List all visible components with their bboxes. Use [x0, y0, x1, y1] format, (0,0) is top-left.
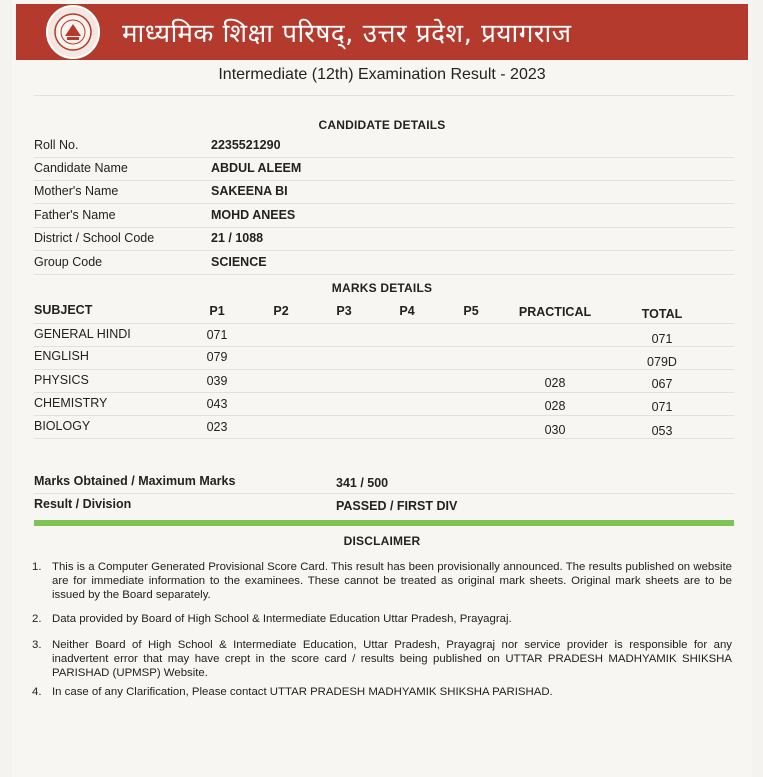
disclaimer-item	[32, 685, 732, 699]
disclaimer-number: 2.	[32, 613, 42, 625]
col-p5: P5	[463, 304, 479, 318]
total-mark: 067	[651, 377, 673, 391]
p1-mark: 079	[206, 350, 228, 364]
disclaimer-text: Data provided by Board of High School & Intermediate Education Uttar Pradesh, Prayagraj.	[52, 613, 512, 625]
field-value: MOHD ANEES	[211, 208, 296, 222]
divider	[34, 95, 734, 96]
marks-header-row	[34, 299, 734, 324]
field-value: 2235521290	[211, 138, 281, 152]
disclaimer-item	[32, 638, 732, 680]
table-row	[34, 370, 734, 393]
result-division-value: PASSED / FIRST DIV	[336, 499, 458, 513]
field-label: Candidate Name	[34, 161, 128, 175]
p1-mark: 071	[206, 328, 228, 342]
subject-name: ENGLISH	[34, 349, 89, 363]
result-sheet	[12, 0, 752, 777]
field-label: Group Code	[34, 255, 103, 269]
field-label: District / School Code	[34, 231, 155, 245]
total-mark: 079D	[647, 355, 677, 369]
candidate-row-roll	[34, 135, 734, 158]
subject-name: PHYSICS	[34, 373, 89, 387]
table-row	[34, 416, 734, 439]
disclaimer-text: This is a Computer Generated Provisional Score Card. This result has been provisionally announced. The results published on website are for immediate information to the examinees. These cannot be treated as original mark sheets. Original mark sheets are to be issued by the Board separately.	[52, 561, 732, 601]
exam-title: Intermediate (12th) Examination Result - 2023	[218, 66, 546, 83]
col-subject: SUBJECT	[34, 303, 93, 317]
p1-mark: 039	[206, 374, 228, 388]
col-p1: P1	[209, 304, 225, 318]
field-value: SAKEENA BI	[211, 184, 288, 198]
board-emblem-icon	[46, 5, 100, 59]
disclaimer-text: In case of any Clarification, Please contact UTTAR PRADESH MADHYAMIK SHIKSHA PARISHAD.	[52, 686, 553, 698]
table-row	[34, 393, 734, 416]
disclaimer-text: Neither Board of High School & Intermediate Education, Uttar Pradesh, Prayagraj nor service provider is responsible for any inadvertent error that may have crept in the score card / results being published on UTTAR PRADESH MADHYAMIK SHIKSHA PARISHAD (UPMSP) Website.	[52, 639, 732, 679]
field-label: Mother's Name	[34, 184, 119, 198]
total-mark: 071	[651, 332, 673, 346]
board-name: माध्यमिक शिक्षा परिषद्, उत्तर प्रदेश, प्रयागराज	[122, 19, 572, 49]
field-value: ABDUL ALEEM	[211, 161, 302, 175]
board-banner	[16, 4, 748, 60]
col-total: TOTAL	[641, 307, 683, 321]
candidate-row-school	[34, 228, 734, 251]
disclaimer-number: 3.	[32, 639, 42, 651]
total-mark: 053	[651, 424, 673, 438]
candidate-row-mother	[34, 181, 734, 204]
candidate-row-father	[34, 205, 734, 228]
disclaimer-item	[32, 612, 732, 626]
field-label: Roll No.	[34, 138, 79, 152]
marks-obtained-value: 341 / 500	[336, 476, 389, 490]
result-division-row	[34, 494, 734, 516]
result-division-label: Result / Division	[34, 497, 132, 511]
table-row	[34, 324, 734, 347]
disclaimer-number: 1.	[32, 561, 42, 573]
subject-name: CHEMISTRY	[34, 396, 108, 410]
field-value: 21 / 1088	[211, 231, 264, 245]
practical-mark: 028	[544, 399, 566, 413]
col-p2: P2	[273, 304, 289, 318]
col-p3: P3	[336, 304, 352, 318]
disclaimer-title: DISCLAIMER	[343, 534, 421, 548]
total-mark: 071	[651, 400, 673, 414]
table-row	[34, 347, 734, 370]
marks-details-title: MARKS DETAILS	[331, 281, 433, 295]
col-p4: P4	[399, 304, 415, 318]
candidate-row-name	[34, 158, 734, 181]
subject-name: GENERAL HINDI	[34, 327, 131, 341]
result-divider	[34, 520, 734, 526]
marks-summary-row	[34, 471, 734, 494]
candidate-row-group	[34, 252, 734, 275]
candidate-details-title: CANDIDATE DETAILS	[318, 118, 446, 132]
p1-mark: 043	[206, 397, 228, 411]
practical-mark: 030	[544, 423, 566, 437]
p1-mark: 023	[206, 420, 228, 434]
subject-name: BIOLOGY	[34, 419, 91, 433]
disclaimer-item	[32, 560, 732, 602]
practical-mark: 028	[544, 376, 566, 390]
field-value: SCIENCE	[211, 255, 267, 269]
field-label: Father's Name	[34, 208, 116, 222]
disclaimer-number: 4.	[32, 686, 42, 698]
marks-obtained-label: Marks Obtained / Maximum Marks	[34, 474, 236, 488]
col-practical: PRACTICAL	[518, 305, 592, 319]
